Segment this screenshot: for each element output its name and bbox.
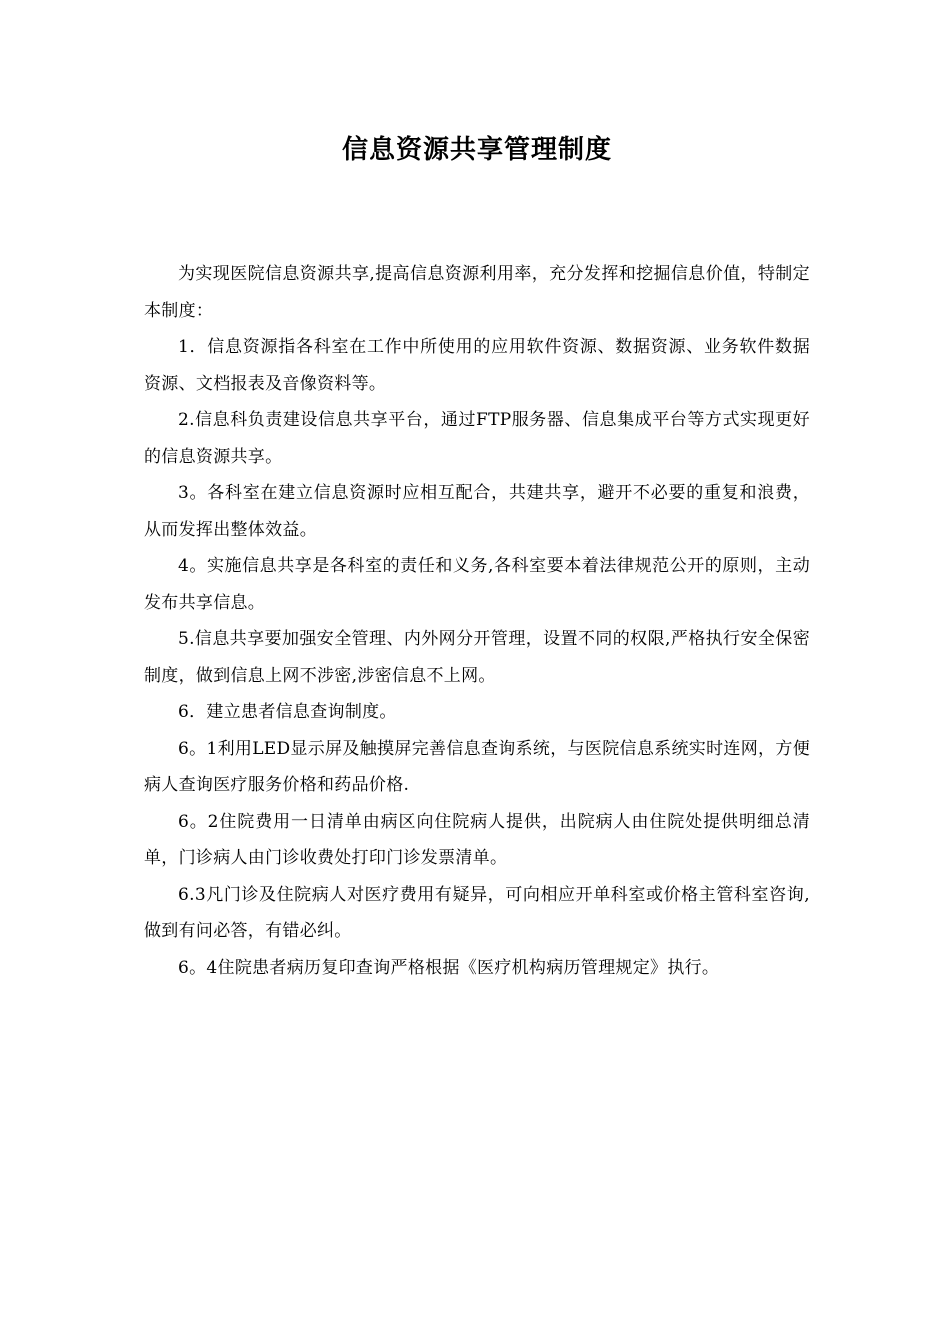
paragraph-item-1: 1．信息资源指各科室在工作中所使用的应用软件资源、数据资源、业务软件数据资源、文档报表及音像资料等。 xyxy=(144,337,810,394)
paragraph-item-6: 6．建立患者信息查询制度。 xyxy=(178,702,397,722)
paragraph-item-6-1: 6。1利用LED显示屏及触摸屏完善信息查询系统，与医院信息系统实时连网，方便病人查询医疗服务价格和药品价格. xyxy=(144,738,810,795)
paragraph-intro: 为实现医院信息资源共享,提高信息资源利用率，充分发挥和挖掘信息价值，特制定本制度： xyxy=(144,264,810,321)
paragraph-item-6-2: 6。2住院费用一日清单由病区向住院病人提供，出院病人由住院处提供明细总清单，门诊病人由门诊收费处打印门诊发票清单。 xyxy=(144,811,810,868)
paragraph-item-5: 5.信息共享要加强安全管理、内外网分开管理，设置不同的权限,严格执行安全保密制度，做到信息上网不涉密,涉密信息不上网。 xyxy=(144,629,810,686)
paragraph-item-6-4: 6。4住院患者病历复印查询严格根据《医疗机构病历管理规定》执行。 xyxy=(178,957,720,978)
document-title: 信息资源共享管理制度 xyxy=(341,135,612,165)
paragraph-item-4: 4。实施信息共享是各科室的责任和义务,各科室要本着法律规范公开的原则，主动发布共享信息。 xyxy=(144,556,810,613)
document-body xyxy=(144,256,810,986)
paragraph-item-6-3: 6.3凡门诊及住院病人对医疗费用有疑异，可向相应开单科室或价格主管科室咨询,做到有问必答，有错必纠。 xyxy=(144,884,810,941)
paragraph-item-3: 3。各科室在建立信息资源时应相互配合，共建共享，避开不必要的重复和浪费，从而发挥出整体效益。 xyxy=(144,483,810,540)
paragraph-item-2: 2.信息科负责建设信息共享平台，通过FTP服务器、信息集成平台等方式实现更好的信息资源共享。 xyxy=(144,410,810,467)
